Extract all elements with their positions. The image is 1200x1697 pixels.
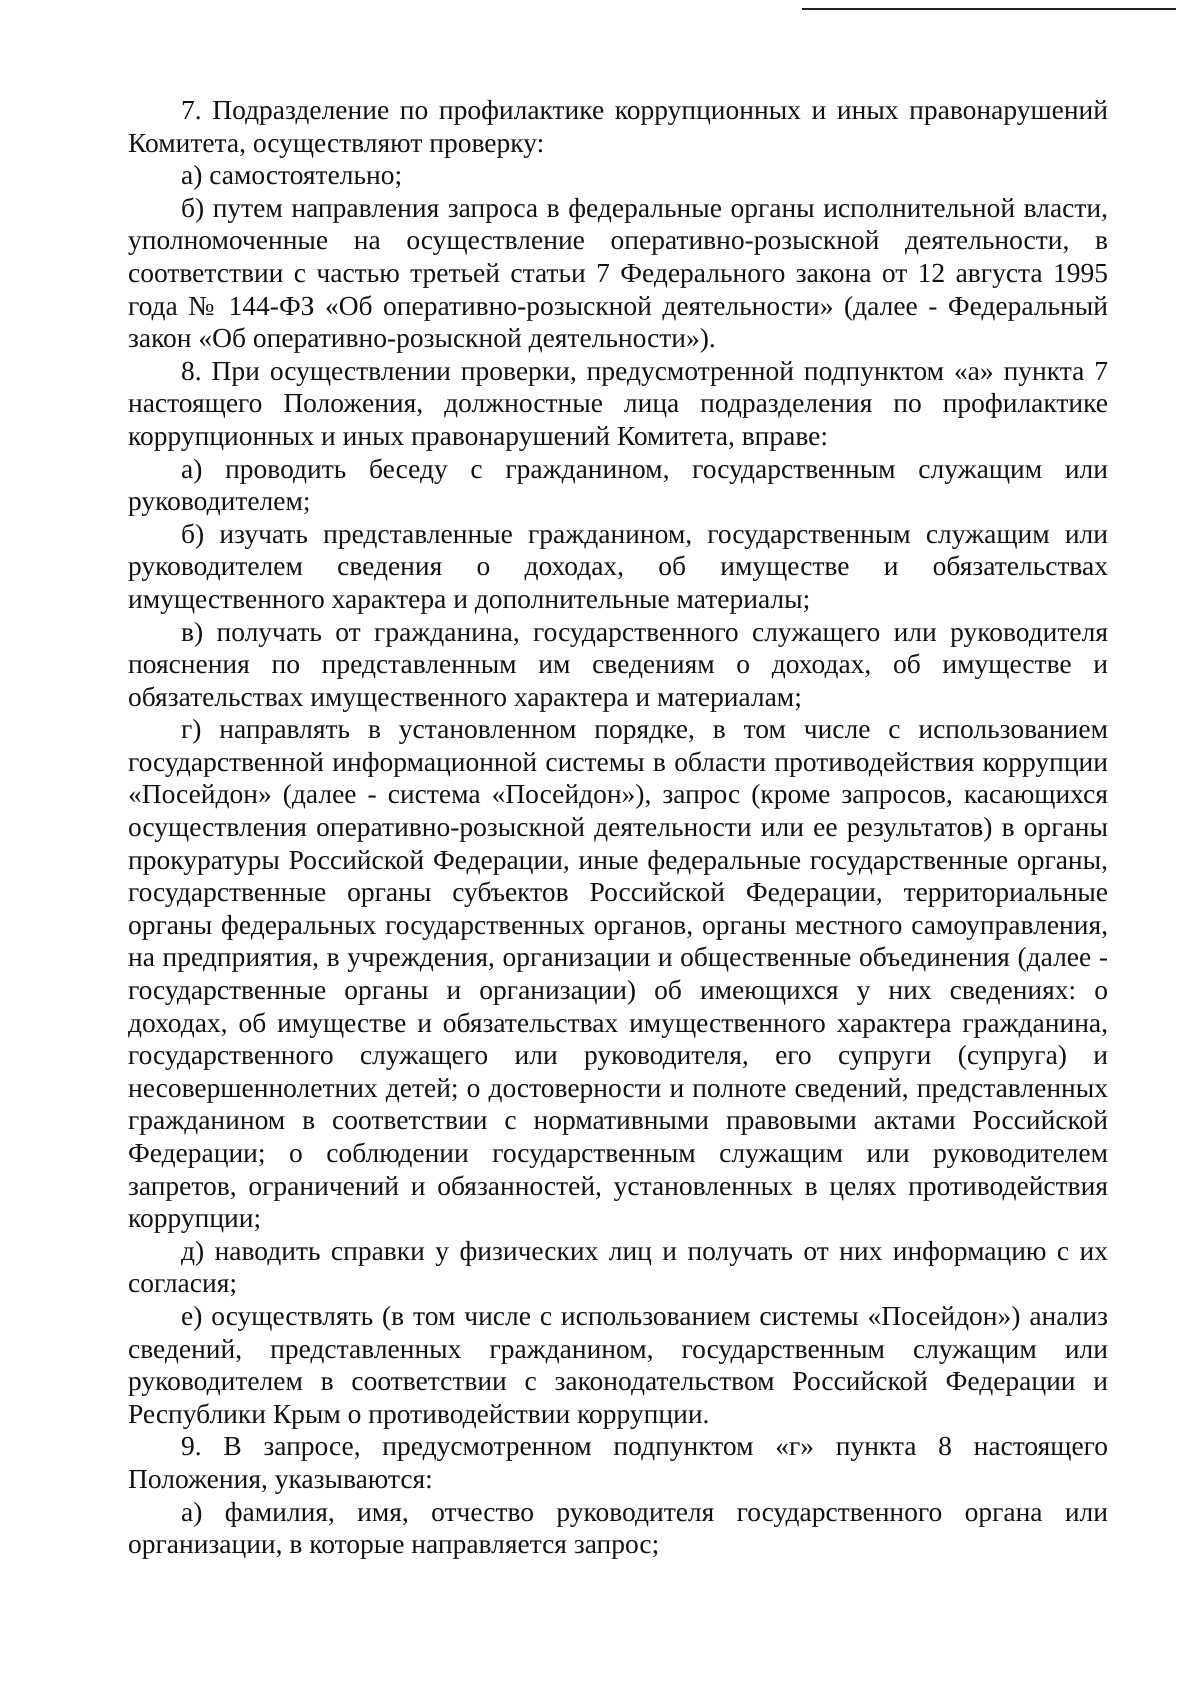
paragraph-9a: а) фамилия, имя, отчество руководителя государственного органа или организации, в которые направляется запрос;	[128, 1495, 1108, 1560]
paragraph-9: 9. В запросе, предусмотренном подпунктом «г» пункта 8 настоящего Положения, указываются:	[128, 1430, 1108, 1494]
top-rule	[802, 8, 1176, 10]
paragraph-7a: а) самостоятельно;	[181, 159, 403, 191]
paragraph-7: 7. Подразделение по профилактике коррупционных и иных правонарушений Комитета, осуществляют проверку:	[128, 94, 1108, 158]
paragraph-8g: г) направлять в установленном порядке, в том числе с использованием государственной информационной системы в области противодействия коррупции «Посейдон» (далее - система «Посейдон»), запрос (кроме запросов, касающихся осуществления оперативно-розыскной деятельности или ее результатов) в органы прокуратуры Российской Федерации, иные федеральные государственные органы, государственные органы субъектов Российской Федерации, территориальные органы федеральных государственных органов, органы местного самоуправления, на предприятия, в учреждения, организации и общественные объединения (далее - государственные органы и организации) об имеющихся у них сведениях: о доходах, об имуществе и обязательствах имущественного характера гражданина, государственного служащего или руководителя, его супруги (супруга) и несовершеннолетних детей; о достоверности и полноте сведений, представленных гражданином в соответствии с нормативными правовыми актами Российской Федерации; о соблюдении государственным служащим или руководителем запретов, ограничений и обязанностей, установленных в целях противодействия коррупции;	[128, 713, 1108, 1234]
paragraph-8e: е) осуществлять (в том числе с использованием системы «Посейдон») анализ сведений, представленных гражданином, государственным служащим или руководителем в соответствии с законодательством Российской Федерации и Республики Крым о противодействии коррупции.	[128, 1299, 1108, 1429]
paragraph-7b: б) путем направления запроса в федеральные органы исполнительной власти, уполномоченные на осуществление оперативно-розыскной деятельности, в соответствии с частью третьей статьи 7 Федерального закона от 12 августа 1995 года № 144-ФЗ «Об оперативно-розыскной деятельности» (далее - Федеральный закон «Об оперативно-розыскной деятельности»).	[128, 191, 1108, 354]
paragraph-8a: а) проводить беседу с гражданином, государственным служащим или руководителем;	[128, 452, 1108, 517]
paragraph-8d: д) наводить справки у физических лиц и получать от них информацию с их согласия;	[128, 1234, 1108, 1299]
document-page	[128, 94, 1108, 1561]
paragraph-8: 8. При осуществлении проверки, предусмотренной подпунктом «а» пункта 7 настоящего Положения, должностные лица подразделения по профилактике коррупционных и иных правонарушений Комитета, вправе:	[128, 354, 1108, 451]
paragraph-8b: б) изучать представленные гражданином, государственным служащим или руководителем сведения о доходах, об имуществе и обязательствах имущественного характера и дополнительные материалы;	[128, 517, 1108, 614]
paragraph-8v: в) получать от гражданина, государственного служащего или руководителя пояснения по представленным им сведениям о доходах, об имуществе и обязательствах имущественного характера и материалам;	[128, 615, 1108, 712]
